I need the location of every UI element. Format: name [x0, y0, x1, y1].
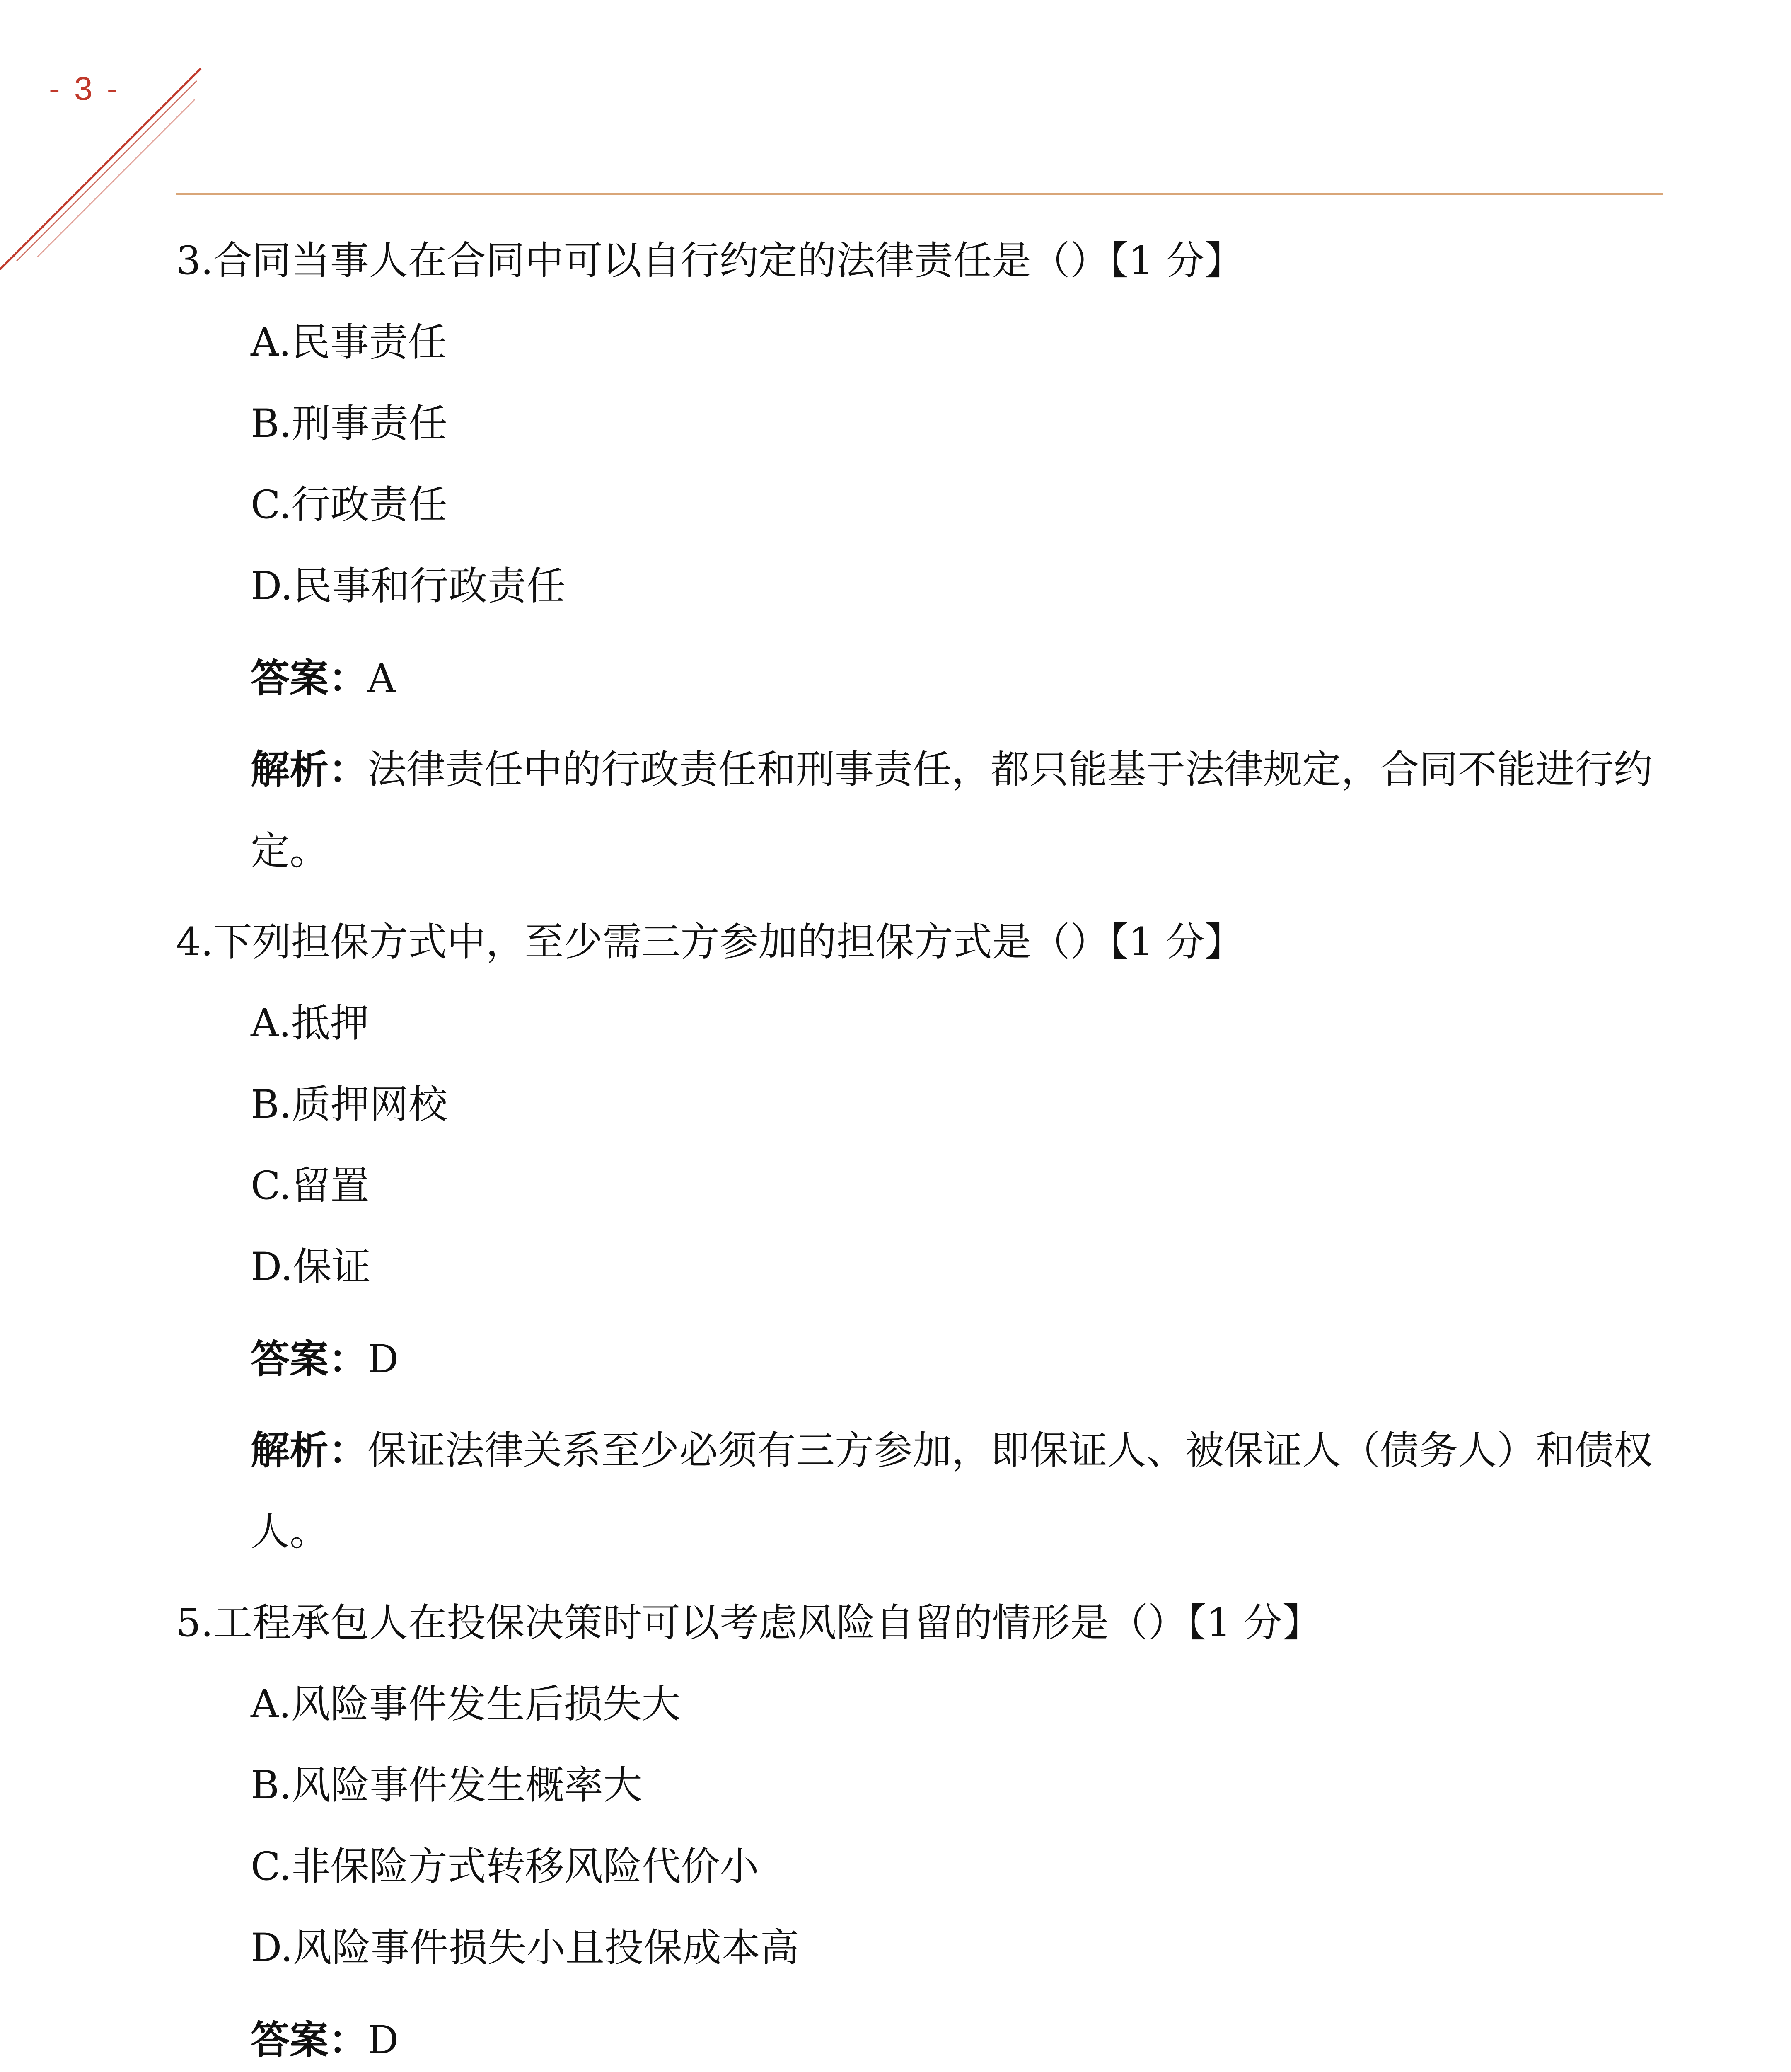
option-c: C.留置: [251, 1163, 370, 1208]
option-c: C.行政责任: [251, 482, 447, 528]
analysis: [251, 729, 1659, 892]
answer-label: 答案：: [251, 656, 368, 701]
option-a: A.风险事件发生后损失大: [251, 1682, 681, 1727]
answer-label: 答案：: [251, 1337, 368, 1382]
option-a: A.抵押: [251, 1001, 369, 1046]
answer: [251, 1335, 1659, 1385]
header-rule: [176, 193, 1663, 195]
answer-value: A: [367, 656, 396, 701]
analysis-label: 解析：: [251, 747, 368, 792]
question-stem: 3.合同当事人在合同中可以自行约定的法律责任是（）【1 分】: [176, 238, 1244, 283]
answer: [251, 2016, 1659, 2065]
option-d: D.民事和行政责任: [251, 564, 566, 609]
question-stem: 5.工程承包人在投保决策时可以考虑风险自留的情形是（）【1 分】: [176, 1600, 1322, 1646]
answer-value: D: [367, 1337, 399, 1382]
header-page-number: - 3 -: [49, 70, 121, 107]
option-b: B.刑事责任: [251, 401, 447, 446]
option-b: B.风险事件发生概率大: [251, 1763, 642, 1808]
analysis-text: 保证法律关系至少必须有三方参加，即保证人、被保证人（债务人）和债权人。: [251, 1428, 1653, 1554]
option-d: D.风险事件损失小且投保成本高: [251, 1925, 799, 1970]
analysis-text: 法律责任中的行政责任和刑事责任，都只能基于法律规定，合同不能进行约定。: [251, 747, 1653, 874]
option-c: C.非保险方式转移风险代价小: [251, 1844, 759, 1889]
answer: [251, 654, 1659, 704]
analysis-label: 解析：: [251, 1428, 368, 1473]
answer-label: 答案：: [251, 2018, 368, 2063]
option-b: B.质押网校: [251, 1082, 447, 1127]
analysis: [251, 1410, 1659, 1573]
question-stem: 4.下列担保方式中，至少需三方参加的担保方式是（）【1 分】: [176, 920, 1244, 965]
answer-value: D: [367, 2018, 399, 2063]
option-a: A.民事责任: [251, 320, 447, 365]
option-d: D.保证: [251, 1244, 371, 1290]
